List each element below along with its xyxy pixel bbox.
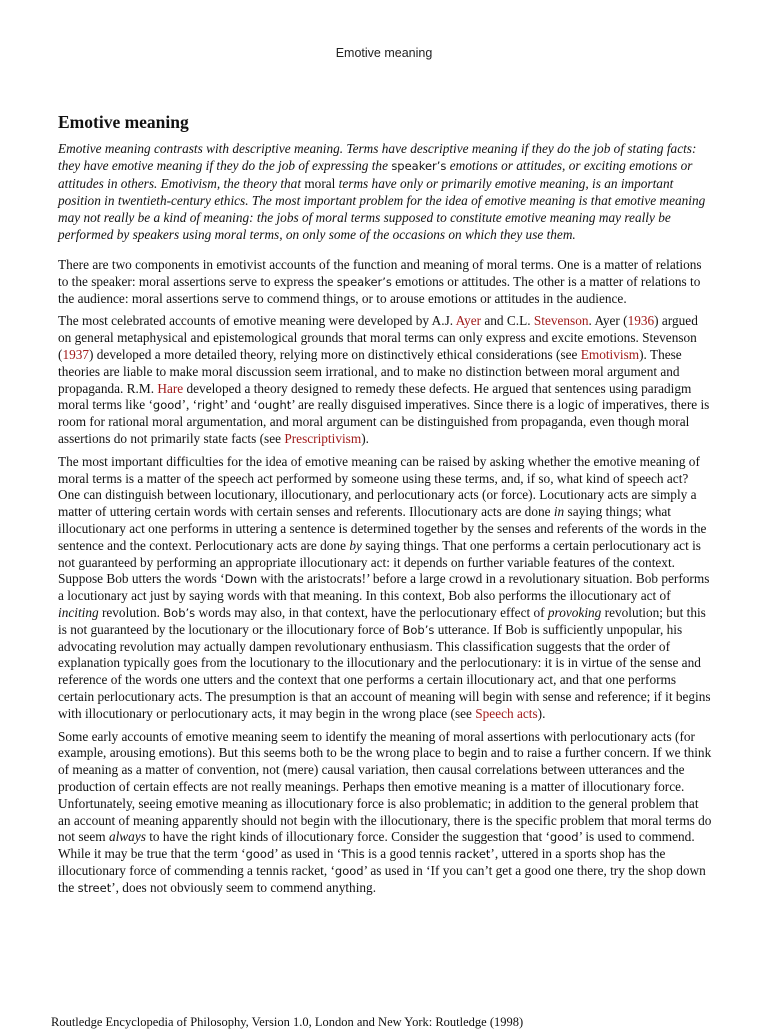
page-footer: Routledge Encyclopedia of Philosophy, Version 1.0, London and New York: Routledge (1998) [51,1015,524,1029]
text-run: ). [361,430,369,446]
term-run: This [341,847,365,862]
term-run: good [152,398,182,413]
link-speech-acts[interactable]: Speech acts [475,705,538,721]
link-emotivism[interactable]: Emotivism [580,346,640,362]
body-paragraph-1 [58,257,712,307]
text-run: is a good tennis [364,846,455,862]
term-run: ought [257,398,292,413]
text-run: revolution; but this is not guaranteed by the locutionary or the illocutionary force of [58,604,706,637]
text-run: revolution. [98,604,164,620]
link-prescriptivism[interactable]: Prescriptivism [284,430,362,446]
text-run: ’ as used in ‘ [274,846,342,862]
term-run: good [549,830,579,845]
link-ayer-1936[interactable]: 1936 [627,313,655,329]
article-content [58,110,712,902]
term-run: Bob’s [163,605,196,620]
text-run: . Ayer ( [588,313,628,329]
text-run: ’, does not obviously seem to commend anything. [111,879,377,895]
term-run: street [77,880,112,895]
running-head: Emotive meaning [335,46,433,60]
body-paragraph-3 [58,454,712,723]
text-run: developed a theory designed to remedy these defects. He argued that sentences using paradigm moral terms like ‘ [58,380,692,413]
body-paragraph-4 [58,729,712,897]
text-run: ). These theories are liable to make moral discussion seem irrational, and to make no distinction between moral argument and propaganda. R.M. [58,346,682,396]
text-run: ) developed a more detailed theory, relying more on distinctively ethical considerations (see [89,346,581,362]
term-run: Down [224,572,258,587]
term-run: right [197,398,225,413]
text-run: emotions or attitudes. The other is a matter of relations to the audience: moral assertions serve to commend things, or to arouse emotions or attitudes in the audience. [58,273,701,306]
term-run: speaker’s [336,274,392,289]
link-stevenson-1937[interactable]: 1937 [62,346,90,362]
text-run: saying things. That one performs a certain perlocutionary act is not guaranteed by performing an appropriate illocutionary act: it depends on further variable features of the context. Suppose Bob utters the words ‘ [58,537,701,587]
abstract-text: terms have only or primarily emotive meaning, is an important position in twentieth-century ethics. The most important problem for the idea of emotive meaning is that emotive meaning may not really be a kind of meaning: the jobs of moral terms supposed to constitute emotive meaning may really be performed by speakers using moral terms, on only some of the occasions on which they use them. [58,176,706,242]
text-run: ’ are really disguised imperatives. Since there is a logic of imperatives, there is room for rational moral argumentation, and moral argument can be distinguished from propaganda, even though moral assertions do not primarily state facts (see [58,397,710,446]
text-run: The most celebrated accounts of emotive meaning were developed by A.J. [58,313,456,329]
emphasis-run: by [349,537,362,553]
term-run: racket [454,847,491,862]
link-ayer[interactable]: Ayer [455,313,482,329]
term-run: good [245,847,275,862]
text-run: with the aristocrats!’ before a large crowd in a revolutionary situation. Bob performs a locutionary act just by saying words with that meaning. In this context, Bob also performs the illocutionary act of [58,571,710,604]
emphasis-run: always [108,829,146,845]
emphasis-run: in [553,504,565,520]
abstract-text: emotions or attitudes, or exciting emotions or attitudes in others. Emotivism, the theory that [58,158,693,191]
link-stevenson[interactable]: Stevenson [533,313,589,329]
text-run: ’, uttered in a sports shop has the illocutionary force of commending a tennis racket, ‘ [58,846,666,878]
text-run: The most important difficulties for the idea of emotive meaning can be raised by asking whether the emotive meaning of moral terms is a matter of the speech act performed by someone using these terms, and, if so, what kind of speech act? One can distinguish between locutionary, illocutionary, and perlocutionary acts (or force). Locutionary acts are simply a matter of uttering certain words with certain senses and referents. Illocutionary acts are done [58,453,700,520]
term-run: Bob’s [402,622,435,637]
text-run: ’ and ‘ [224,397,258,413]
text-run: and C.L. [481,313,534,329]
text-run: ’ is used to commend. While it may be true that the term ‘ [58,829,695,862]
text-run: ’ as used in ‘If you can’t get a good one there, try the shop down the [58,862,706,895]
article-title: Emotive meaning [58,112,189,132]
term-run: good [334,863,364,878]
text-run: ’, ‘ [181,397,198,413]
text-run: utterance. If Bob is sufficiently unpopular, his advocating revolution may actually dampen revolutionary enthusiasm. This classification suggests that the order of explanation typically goes from the locutionary to the illocutionary and the perlocutionary: it is in virtue of the sense and reference of the words one utters and the context that one performs a certain illocutionary act, and that one performs certain perlocutionary acts. The presumption is that an account of meaning will begin with sense and reference; if it begins with illocutionary or perlocutionary acts, it may begin in the wrong place (see [58,621,711,721]
text-run: ) argued on general metaphysical and epistemological grounds that moral terms can only express and excite emotions. Stevenson ( [58,313,698,362]
abstract-term: moral [304,176,336,191]
abstract-text: Emotive meaning contrasts with descriptive meaning. Terms have descriptive meaning if they do the job of stating facts: they have emotive meaning if they do the job of expressing the [58,141,697,173]
body-paragraph-2 [58,313,712,447]
text-run: ). [537,705,546,721]
text-run: There are two components in emotivist accounts of the function and meaning of moral terms. One is a matter of relations to the speaker: moral assertions serve to express the [58,257,702,289]
emphasis-run: inciting [58,604,99,620]
link-hare[interactable]: Hare [157,380,184,396]
emphasis-run: provoking [547,604,602,620]
abstract-paragraph [58,140,712,243]
text-run: saying things; what illocutionary act one performs in uttering a sentence is determined together by the senses and referents of the words in the sentence and the context. Perlocutionary acts are done [58,504,707,553]
text-run: words may also, in that context, have the perlocutionary effect of [195,604,548,620]
abstract-term: speaker’s [391,159,447,173]
text-run: Some early accounts of emotive meaning seem to identify the meaning of moral assertions with perlocutionary acts (for example, arousing emotions). But this seems both to be the wrong place to begin and to raise a further concern. If we think of meaning as a matter of convention, not (mere) causal variation, then causal correlations between utterances and the production of certain effects are not really meanings. Perhaps then emotive meaning is a matter of illocutionary force. Unfortunately, seeing emotive meaning as illocutionary force is also problematic; in addition to the general problem that an account of meaning apparently should not begin with the illocutionary, there is the specific problem that moral terms do not seem [58,728,712,845]
text-run: to have the right kinds of illocutionary force. Consider the suggestion that ‘ [145,829,550,845]
